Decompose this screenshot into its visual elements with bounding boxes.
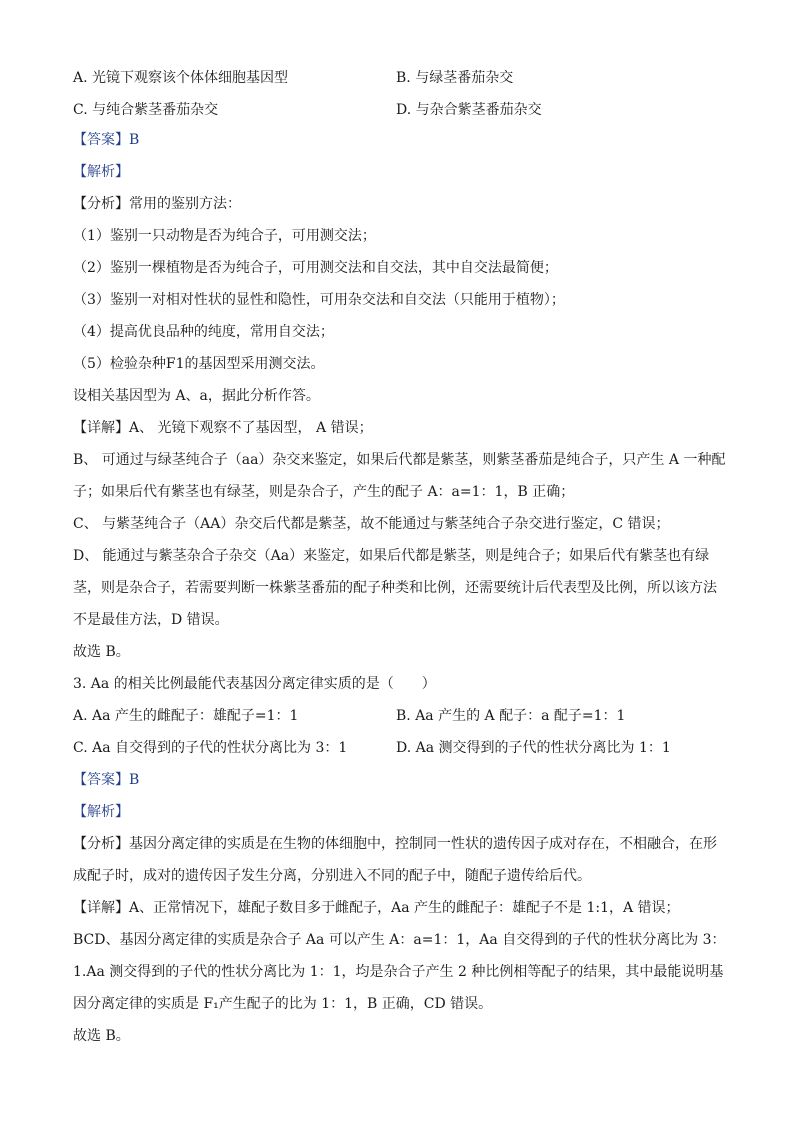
q3-option-a: A. Aa 产生的雌配子：雄配子=1：1: [73, 708, 299, 724]
q2-analysis-line: 设相关基因型为 A、a，据此分析作答。: [73, 388, 320, 404]
q3-conclusion: 故选 B。: [73, 1028, 130, 1044]
q2-analysis-line: C、 与紫茎纯合子（AA）杂交后代都是紫茎，故不能通过与紫茎纯合子杂交进行鉴定，C 错误；: [73, 516, 670, 532]
q2-conclusion: 故选 B。: [73, 644, 130, 660]
q3-analysis-line: 1.Aa 测交得到的子代的性状分离比为 1：1，均是杂合子产生 2 种比例相等配子的结果，其中最能说明基: [73, 964, 724, 980]
q2-analysis-line: 子；如果后代有紫茎也有绿茎，则是杂合子，产生的配子 A：a=1：1，B 正确；: [73, 484, 575, 500]
q2-analysis-line: 【详解】A、 光镜下观察不了基因型， A 错误；: [73, 420, 373, 436]
q3-stem: 3. Aa 的相关比例最能代表基因分离定律实质的是（ ）: [73, 676, 436, 692]
q2-analysis-line: D、 能通过与紫茎杂合子杂交（Aa）来鉴定，如果后代都是紫茎，则是纯合子；如果后代有紫茎也有绿: [73, 548, 710, 564]
q2-analysis-line: 【分析】常用的鉴别方法：: [73, 196, 241, 212]
q2-option-c: C. 与纯合紫茎番茄杂交: [73, 102, 219, 118]
q3-analysis-line: 【详解】A、正常情况下，雄配子数目多于雌配子，Aa 产生的雌配子：雄配子不是 1:1，A 错误；: [73, 900, 680, 916]
q2-analysis-line: （1）鉴别一只动物是否为纯合子，可用测交法；: [73, 228, 376, 244]
q3-analysis-line: BCD、基因分离定律的实质是杂合子 Aa 可以产生 A：a=1：1，Aa 自交得到的子代的性状分离比为 3：: [73, 932, 726, 948]
q2-option-a: A. 光镜下观察该个体体细胞基因型: [73, 70, 289, 86]
q2-analysis-line: （5）检验杂种F1的基因型采用测交法。: [73, 356, 325, 372]
q3-answer: 【答案】B: [73, 772, 140, 788]
q3-option-c: C. Aa 自交得到的子代的性状分离比为 3：1: [73, 740, 348, 756]
q2-analysis-line: （3）鉴别一对相对性状的显性和隐性，可用杂交法和自交法（只能用于植物）；: [73, 292, 565, 308]
q3-analysis-line: 【分析】基因分离定律的实质是在生物的体细胞中，控制同一性状的遗传因子成对存在，不相融合，在形: [73, 836, 717, 852]
q2-analysis-title: 【解析】: [73, 164, 129, 180]
q3-analysis-line: 因分离定律的实质是 F₁产生配子的比为 1：1，B 正确，CD 错误。: [73, 996, 493, 1012]
q2-analysis-line: 不是最佳方法，D 错误。: [73, 612, 229, 628]
q3-option-b: B. Aa 产生的 A 配子：a 配子=1：1: [396, 708, 626, 724]
q3-option-d: D. Aa 测交得到的子代的性状分离比为 1：1: [396, 740, 671, 756]
q2-answer: 【答案】B: [73, 132, 140, 148]
q2-analysis-line: 茎，则是杂合子，若需要判断一株紫茎番茄的配子种类和比例，还需要统计后代表型及比例，所以该方法: [73, 580, 717, 596]
q3-analysis-line: 成配子时，成对的遗传因子发生分离，分别进入不同的配子中，随配子遗传给后代。: [73, 868, 591, 884]
q2-analysis-line: （2）鉴别一棵植物是否为纯合子，可用测交法和自交法，其中自交法最简便；: [73, 260, 558, 276]
q2-analysis-line: （4）提高优良品种的纯度，常用自交法；: [73, 324, 334, 340]
q3-analysis-title: 【解析】: [73, 804, 129, 820]
q2-option-b: B. 与绿茎番茄杂交: [396, 70, 514, 86]
q2-analysis-line: B、 可通过与绿茎纯合子（aa）杂交来鉴定，如果后代都是紫茎，则紫茎番茄是纯合子，只产生 A 一种配: [73, 452, 726, 468]
q2-option-d: D. 与杂合紫茎番茄杂交: [396, 102, 542, 118]
